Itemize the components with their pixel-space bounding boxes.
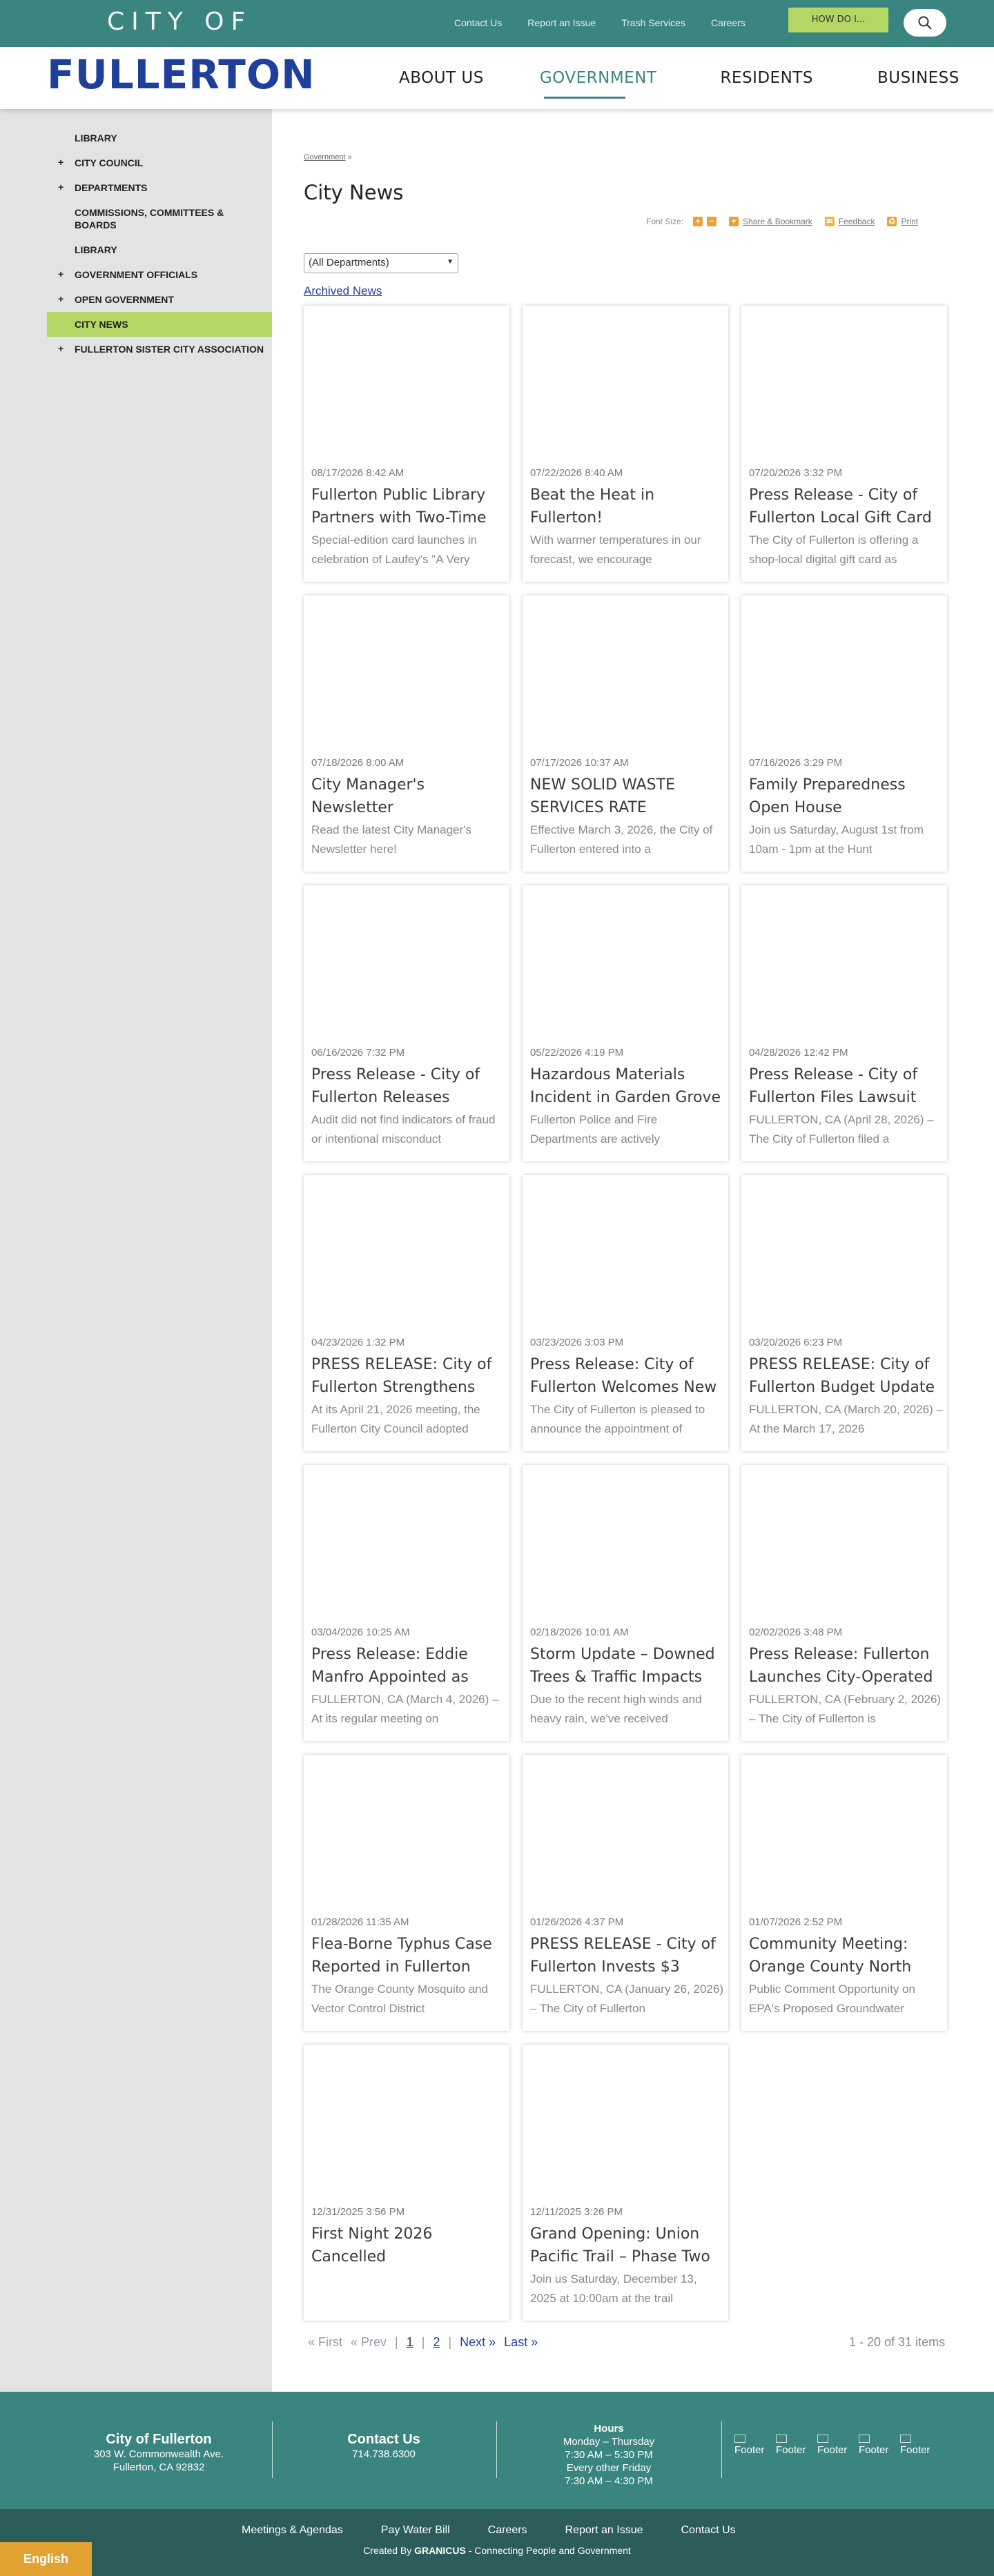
share-bookmark-link[interactable]: Share & Bookmark: [743, 217, 812, 226]
footer-contact-heading[interactable]: Contact Us: [347, 2432, 420, 2447]
news-desc: At its April 21, 2026 meeting, the Fullerton City Council adopted: [311, 1403, 480, 1435]
sidebar-item-label: LIBRARY: [75, 132, 117, 144]
credit-suffix: - Connecting People and Government: [468, 2545, 631, 2556]
font-decrease-icon[interactable]: −: [707, 217, 717, 226]
pager-sep: |: [395, 2335, 398, 2349]
news-date: 03/23/2026 3:03 PM: [530, 1337, 624, 1348]
pager-last[interactable]: Last »: [504, 2335, 538, 2349]
news-desc: Effective March 3, 2026, the City of Fullerton entered into a: [530, 823, 713, 856]
footer-social-link[interactable]: [817, 2435, 849, 2466]
news-title[interactable]: Press Release - City of Fullerton Local Gift Card: [749, 486, 932, 527]
footer-address: [76, 2432, 242, 2474]
news-title[interactable]: PRESS RELEASE: City of Fullerton Budget Update: [749, 1356, 935, 1396]
credit-prefix: Created By: [363, 2545, 412, 2556]
news-title[interactable]: Press Release - City of Fullerton Releases: [311, 1066, 480, 1106]
news-title[interactable]: Fullerton Public Library Partners with Two-Time: [311, 486, 487, 527]
footer-hours-line: Every other Friday: [566, 2462, 652, 2474]
pager-sep: |: [448, 2335, 452, 2349]
broken-image-icon: [817, 2435, 828, 2443]
footer: [0, 2392, 994, 2509]
news-title[interactable]: PRESS RELEASE - City of Fullerton Invests $3: [530, 1936, 716, 1976]
sidebar-item-label: OPEN GOVERNMENT: [75, 294, 174, 305]
archived-news-link[interactable]: Archived News: [304, 284, 382, 297]
broken-image-icon: [776, 2435, 787, 2443]
expand-plus-icon[interactable]: +: [58, 343, 64, 354]
footer-social-link[interactable]: [776, 2435, 808, 2466]
sidebar-item[interactable]: [47, 200, 272, 237]
news-title[interactable]: Beat the Heat in Fullerton!: [530, 486, 655, 527]
news-card[interactable]: [741, 306, 947, 582]
pager-next[interactable]: Next »: [460, 2335, 496, 2349]
sidebar-item[interactable]: [47, 262, 272, 287]
expand-plus-icon[interactable]: +: [58, 157, 64, 168]
news-card[interactable]: [304, 306, 509, 582]
footer-divider: [272, 2421, 273, 2478]
news-card[interactable]: [304, 1755, 509, 2031]
news-date: 03/04/2026 10:25 AM: [311, 1626, 410, 1638]
print-link[interactable]: Print: [901, 217, 919, 226]
search-icon: [917, 15, 933, 30]
pager-prev[interactable]: « Prev: [351, 2335, 387, 2349]
news-date: 04/28/2026 12:42 PM: [749, 1047, 848, 1059]
sidebar-item-label: GOVERNMENT OFFICIALS: [75, 269, 198, 280]
news-title[interactable]: Storm Update – Downed Trees & Traffic Impacts: [530, 1646, 715, 1686]
news-date: 07/17/2026 10:37 AM: [530, 757, 629, 769]
footer-address-line2: Fullerton, CA 92832: [113, 2461, 205, 2473]
news-card[interactable]: [304, 1175, 509, 1451]
news-card[interactable]: [523, 306, 728, 582]
department-select[interactable]: [304, 253, 458, 273]
news-desc: Read the latest City Manager's Newsletter here!: [311, 823, 471, 856]
sidebar-item-label: FULLERTON SISTER CITY ASSOCIATION: [75, 344, 264, 355]
news-desc: Join us Saturday, December 13, 2025 at 10:00am at the trail: [530, 2272, 697, 2305]
footer-hours-line: 7:30 AM – 4:30 PM: [565, 2475, 653, 2487]
footer-divider: [496, 2421, 497, 2478]
news-card[interactable]: [523, 1755, 728, 2031]
sidebar-item-label: COMMISSIONS, COMMITTEES & BOARDS: [75, 207, 224, 230]
news-date: 12/11/2025 3:26 PM: [530, 2206, 623, 2218]
news-desc: FULLERTON, CA (February 2, 2026) – The City of Fullerton is: [749, 1693, 942, 1725]
footer-link-report[interactable]: Report an Issue: [565, 2524, 643, 2536]
news-desc: FULLERTON, CA (January 26, 2026) – The City of Fullerton: [530, 1983, 724, 2015]
feedback-link[interactable]: Feedback: [838, 217, 875, 226]
util-link-report[interactable]: Report an Issue: [527, 17, 596, 28]
news-card[interactable]: [523, 885, 728, 1161]
footer-link-contact[interactable]: Contact Us: [681, 2524, 736, 2536]
footer-org: City of Fullerton: [106, 2432, 212, 2447]
share-icon[interactable]: +: [729, 217, 739, 226]
footer-hours-heading: Hours: [594, 2423, 624, 2435]
news-title[interactable]: Press Release: City of Fullerton Welcomes New: [530, 1356, 717, 1396]
news-date: 01/07/2026 2:52 PM: [749, 1916, 843, 1928]
util-link-contact[interactable]: Contact Us: [454, 17, 503, 28]
news-card[interactable]: [523, 596, 728, 872]
news-date: 04/23/2026 1:32 PM: [311, 1337, 405, 1348]
sidebar-item-label: CITY NEWS: [75, 319, 128, 330]
social-alt-text: Footer: [817, 2444, 848, 2456]
footer-link-water-bill[interactable]: Pay Water Bill: [380, 2524, 450, 2536]
news-date: 07/16/2026 3:29 PM: [749, 757, 843, 769]
sidebar-item[interactable]: [47, 287, 272, 312]
broken-image-icon: [859, 2435, 870, 2443]
utility-bar: [0, 0, 994, 47]
news-desc: FULLERTON, CA (April 28, 2026) – The City of Fullerton filed a: [749, 1113, 934, 1146]
nav-about-us[interactable]: ABOUT US: [399, 69, 484, 87]
news-desc: Audit did not find indicators of fraud or intentional misconduct: [311, 1113, 496, 1146]
search-button[interactable]: [904, 9, 946, 37]
site-header: [0, 47, 994, 109]
social-alt-text: Footer: [776, 2444, 806, 2456]
social-alt-text: Footer: [900, 2444, 930, 2456]
news-card[interactable]: [741, 885, 947, 1161]
sidebar-item[interactable]: [47, 337, 272, 362]
pager-first[interactable]: « First: [308, 2335, 343, 2349]
news-date: 06/16/2026 7:32 PM: [311, 1047, 405, 1059]
language-selector[interactable]: English: [0, 2542, 92, 2576]
active-nav-indicator: [544, 97, 625, 99]
broken-image-icon: [734, 2435, 746, 2443]
sidebar-item-label: CITY COUNCIL: [75, 157, 144, 168]
footer-divider: [721, 2421, 722, 2478]
news-title[interactable]: NEW SOLID WASTE SERVICES RATE: [530, 776, 675, 816]
expand-plus-icon[interactable]: +: [58, 268, 64, 279]
expand-plus-icon[interactable]: +: [58, 181, 64, 193]
chevron-down-icon: ▼: [447, 258, 454, 266]
footer-contact: [301, 2432, 467, 2461]
news-desc: The Orange County Mosquito and Vector Control District: [311, 1983, 489, 2015]
news-card[interactable]: [304, 2045, 509, 2321]
department-select-value: (All Departments): [309, 257, 389, 268]
news-desc: FULLERTON, CA (March 20, 2026) – At the March 17, 2026: [749, 1403, 943, 1435]
fullerton-logo[interactable]: FULLERTON: [47, 51, 315, 98]
nav-business[interactable]: BUSINESS: [877, 69, 959, 87]
main-nav: [399, 69, 959, 87]
breadcrumb: [304, 153, 352, 161]
news-title[interactable]: Press Release: Eddie Manfro Appointed as: [311, 1646, 469, 1686]
news-title[interactable]: Flea-Borne Typhus Case Reported in Fullerton: [311, 1936, 492, 1976]
footer-social-link[interactable]: [859, 2435, 890, 2466]
news-card[interactable]: [523, 1175, 728, 1451]
pagination: [308, 2335, 538, 2350]
print-icon[interactable]: ⎙: [887, 217, 897, 226]
sidebar: [0, 109, 272, 2392]
news-title[interactable]: Press Release - City of Fullerton Files Lawsuit: [749, 1066, 918, 1106]
footer-link-meetings[interactable]: Meetings & Agendas: [242, 2524, 343, 2536]
sidebar-item[interactable]: [47, 237, 272, 262]
news-date: 07/22/2026 8:40 AM: [530, 467, 623, 479]
news-card[interactable]: [741, 1465, 947, 1741]
news-card[interactable]: [304, 1465, 509, 1741]
news-date: 02/18/2026 10:01 AM: [530, 1626, 629, 1638]
footer-link-careers[interactable]: Careers: [487, 2524, 527, 2536]
sidebar-item[interactable]: [47, 175, 272, 200]
utility-nav: [454, 17, 771, 28]
news-title[interactable]: First Night 2026 Cancelled: [311, 2225, 433, 2265]
news-card[interactable]: [304, 885, 509, 1161]
news-card[interactable]: [523, 2045, 728, 2321]
news-title[interactable]: Press Release: Fullerton Launches City-Operated: [749, 1646, 933, 1686]
util-link-trash[interactable]: Trash Services: [621, 17, 685, 28]
broken-image-icon: [900, 2435, 911, 2443]
news-date: 08/17/2026 8:42 AM: [311, 467, 405, 479]
font-size-label: Font Size:: [646, 217, 684, 226]
footer-hours: [526, 2422, 692, 2488]
expand-plus-icon[interactable]: +: [58, 293, 64, 304]
footer-hours-line: Monday – Thursday: [563, 2436, 655, 2448]
footer-phone[interactable]: 714.738.6300: [352, 2448, 416, 2460]
sidebar-item[interactable]: [47, 150, 272, 175]
nav-government[interactable]: GOVERNMENT: [539, 69, 657, 87]
footer-links: [242, 2524, 736, 2537]
news-card[interactable]: [741, 596, 947, 872]
social-alt-text: Footer: [734, 2444, 765, 2456]
sidebar-item[interactable]: [47, 126, 272, 150]
footer-social-link[interactable]: [734, 2435, 766, 2466]
sidebar-item[interactable]: [47, 312, 272, 337]
feedback-icon[interactable]: ✉: [825, 217, 835, 226]
news-date: 01/28/2026 11:35 AM: [311, 1916, 409, 1928]
news-title[interactable]: Hazardous Materials Incident in Garden Grove: [530, 1066, 721, 1106]
news-desc: [311, 2270, 506, 2308]
news-card[interactable]: [304, 596, 509, 872]
granicus-link[interactable]: GRANICUS: [414, 2545, 466, 2556]
news-desc: The City of Fullerton is pleased to announce the appointment of: [530, 1403, 705, 1435]
footer-bottom: [0, 2509, 994, 2576]
footer-hours-line: 7:30 AM – 5:30 PM: [565, 2449, 653, 2461]
pager-page-2[interactable]: 2: [433, 2335, 440, 2349]
news-title[interactable]: PRESS RELEASE: City of Fullerton Strengthens: [311, 1356, 492, 1396]
sidebar-item-label: DEPARTMENTS: [75, 182, 148, 193]
news-desc: Public Comment Opportunity on EPA's Proposed Groundwater: [749, 1983, 915, 2015]
breadcrumb-separator: »: [347, 153, 352, 161]
news-desc: With warmer temperatures in our forecast, we encourage: [530, 533, 701, 566]
util-link-careers[interactable]: Careers: [710, 17, 746, 28]
page-tools: [646, 217, 918, 226]
news-date: 03/20/2026 6:23 PM: [749, 1337, 843, 1348]
item-count: 1 - 20 of 31 items: [849, 2335, 946, 2349]
news-card[interactable]: [741, 1175, 947, 1451]
news-title[interactable]: Family Preparedness Open House: [749, 776, 906, 816]
page-title: City News: [304, 181, 404, 204]
news-desc: Fullerton Police and Fire Departments are actively: [530, 1113, 661, 1146]
news-date: 07/18/2026 8:00 AM: [311, 757, 405, 769]
news-desc: The City of Fullerton is offering a shop-local digital gift card as: [749, 533, 919, 566]
breadcrumb-government[interactable]: Government: [304, 153, 346, 161]
sidebar-item-label: LIBRARY: [75, 244, 117, 255]
news-date: 02/02/2026 3:48 PM: [749, 1626, 843, 1638]
nav-residents[interactable]: RESIDENTS: [720, 69, 813, 87]
footer-social-link[interactable]: [900, 2435, 932, 2466]
news-title[interactable]: City Manager's Newsletter: [311, 776, 425, 816]
news-date: 12/31/2025 3:56 PM: [311, 2206, 405, 2218]
news-card[interactable]: [523, 1465, 728, 1741]
news-desc: Join us Saturday, August 1st from 10am - 1pm at the Hunt: [749, 823, 924, 856]
news-title[interactable]: Community Meeting: Orange County North: [749, 1936, 912, 1976]
sidebar-menu: [47, 126, 272, 362]
news-desc: Special-edition card launches in celebration of Laufey's "A Very: [311, 533, 478, 566]
social-alt-text: Footer: [859, 2444, 889, 2456]
news-date: 07/20/2026 3:32 PM: [749, 467, 843, 479]
news-desc: Due to the recent high winds and heavy rain, we've received: [530, 1693, 702, 1725]
pager-sep: |: [421, 2335, 425, 2349]
city-of-wordmark: CITY OF: [107, 8, 253, 36]
news-desc: FULLERTON, CA (March 4, 2026) – At its regular meeting on: [311, 1693, 499, 1725]
news-title[interactable]: Grand Opening: Union Pacific Trail – Phase Two: [530, 2225, 710, 2265]
news-date: 01/26/2026 4:37 PM: [530, 1916, 624, 1928]
how-do-i-button[interactable]: HOW DO I...: [788, 8, 888, 32]
font-increase-icon[interactable]: +: [693, 217, 703, 226]
news-date: 05/22/2026 4:19 PM: [530, 1047, 624, 1059]
footer-credit: [0, 2545, 994, 2556]
pager-page-1[interactable]: 1: [406, 2335, 413, 2349]
footer-address-line1: 303 W. Commonwealth Ave.: [93, 2448, 224, 2460]
news-card[interactable]: [741, 1755, 947, 2031]
